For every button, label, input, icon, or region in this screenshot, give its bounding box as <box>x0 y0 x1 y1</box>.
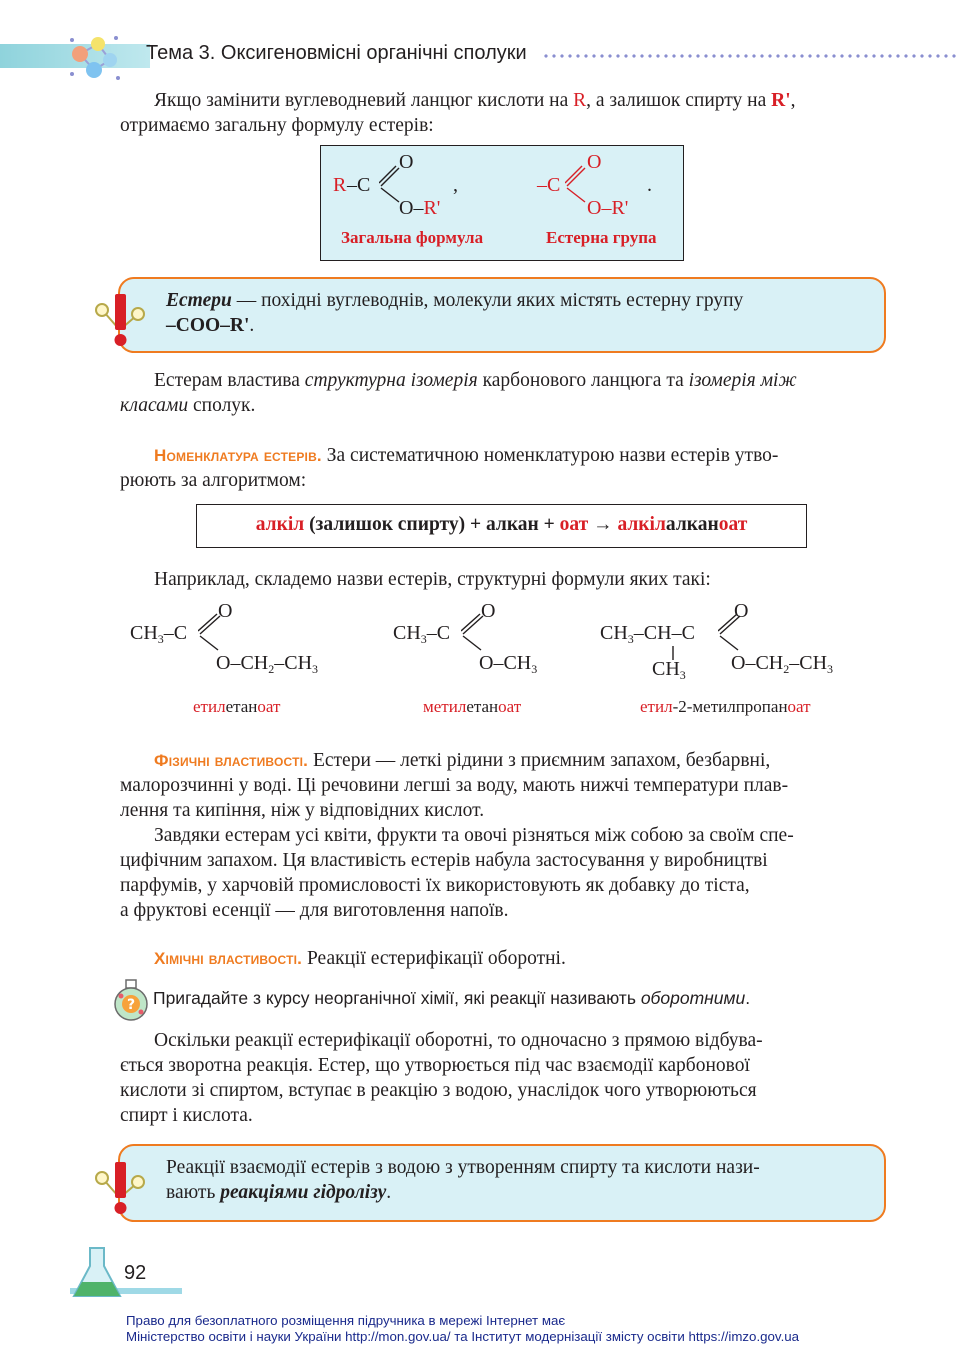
isomerism-text: Естерам властива <box>154 370 305 391</box>
example-name-black: етан <box>466 697 499 716</box>
nomenclature-text: За систематичною номенклатурою назви естерів утво- <box>321 445 779 466</box>
ester-o-bottom: O–R' <box>587 197 629 219</box>
algorithm-alkyl: алкіл <box>255 514 305 535</box>
ester-dot: . <box>647 174 652 196</box>
physical-text: малорозчинні у воді. Ці речовини легші за воду, мають нижчі температури плав- <box>120 775 789 796</box>
structure-text: $CH_3-CH-C$ <box>600 622 695 646</box>
general-comma: , <box>453 174 458 196</box>
definition-hydrolysis-text: вають <box>166 1182 221 1203</box>
intro-r-prime: R' <box>771 90 791 111</box>
example-name-red: метил <box>423 697 467 716</box>
intro-text: , <box>790 90 796 111</box>
structure-text: O <box>481 600 496 622</box>
reversible-paragraph <box>120 1028 886 1128</box>
ester-bonds <box>565 162 589 204</box>
ester-dash-c: –C <box>537 174 561 196</box>
chemical-properties <box>154 946 566 971</box>
general-o-top: O <box>399 151 414 173</box>
intro-text: , а залишок спирту на <box>586 90 772 111</box>
reminder-italic: оборотними <box>640 988 746 1008</box>
isomerism-italic: структурна ізомерія <box>304 370 478 391</box>
example-name-red: оат <box>257 697 281 716</box>
physical-text: цифічним запахом. Ця властивість естерів набула застосування у виробництві <box>120 850 768 871</box>
definition-ester <box>166 288 878 338</box>
chemical-heading: Хімічні властивості. <box>154 949 303 968</box>
physical-text: лення та кипіння, ніж у відповідних кислот. <box>120 800 485 821</box>
example-name-3 <box>640 697 811 717</box>
header-dotted-line <box>542 54 960 58</box>
example-intro: Наприклад, складемо назви естерів, структурні формули яких такі: <box>154 569 711 590</box>
example-name-1 <box>193 697 280 717</box>
algorithm-oat: оат <box>559 514 589 535</box>
definition-hydrolysis <box>166 1155 856 1205</box>
example-name-black: -2-метилпропан <box>672 697 788 716</box>
reminder-end: . <box>745 988 751 1008</box>
algorithm-result-oat: оат <box>718 514 748 535</box>
intro-paragraph <box>120 88 886 138</box>
chemical-text: Реакції естерифікації оборотні. <box>302 948 566 969</box>
structure-text: $O-CH_2-CH_3$ <box>216 652 319 676</box>
question-flask-icon <box>110 978 152 1022</box>
definition-group: –COO–R' <box>166 315 250 336</box>
footer-line-1: Право для безоплатного розміщення підручника в мережі Інтернет має <box>126 1313 566 1328</box>
isomerism-text: сполук. <box>188 395 256 416</box>
ester-o-top: O <box>587 151 602 173</box>
definition-hydrolysis-text: Реакції взаємодії естерів з водою з утворенням спирту та кислоти нази- <box>166 1157 760 1178</box>
nomenclature-heading: Номенклатура естерів. <box>154 446 322 465</box>
intro-line2: отримаємо загальну формулу естерів: <box>120 115 434 136</box>
structure-text: $CH_3-C$ <box>393 622 451 646</box>
isomerism-paragraph <box>120 368 886 418</box>
isomerism-italic: класами <box>120 395 189 416</box>
example-name-red: оат <box>498 697 522 716</box>
footer-line-2: Міністерство освіти і науки України http://mon.gov.ua/ та Інститут модернізації змісту освіти https://imzo.gov.ua <box>126 1329 800 1344</box>
structure-ethyl-2-methylpropanoate <box>600 600 880 690</box>
algorithm-arrow: → <box>588 514 618 535</box>
intro-text: Якщо замінити вуглеводневий ланцюг кислоти на <box>154 90 574 111</box>
structure-ethyl-ethanoate <box>130 600 370 680</box>
header-title: Тема 3. Оксигеновмісні органічні сполуки <box>146 42 527 64</box>
general-dash-c: –C <box>347 174 371 196</box>
page-number: 92 <box>124 1262 147 1284</box>
general-o-bottom: O–R' <box>399 197 441 219</box>
structure-text: $O-CH_2-CH_3$ <box>731 652 834 676</box>
isomerism-text: карбонового ланцюга та <box>477 370 689 391</box>
algorithm-text <box>197 514 806 536</box>
isomerism-italic: ізомерія між <box>688 370 797 391</box>
example-name-black: етан <box>225 697 258 716</box>
physical-text: парфумів, у харчовій промисловості їх використовують як добавку до тіста, <box>120 875 750 896</box>
example-name-red: етил <box>193 697 226 716</box>
ester-caption: Естерна група <box>546 228 657 247</box>
formula-box <box>320 145 684 261</box>
structure-text: $CH_3$ <box>652 658 686 682</box>
structure-methyl-ethanoate <box>393 600 573 680</box>
physical-text: Завдяки естерам усі квіти, фрукти та овочі різняться між собою за своїм спе- <box>154 825 794 846</box>
reversible-text: ється зворотна реакція. Естер, що утворюється під час взаємодії карбонової <box>120 1055 750 1076</box>
physical-properties-paragraph <box>120 748 886 923</box>
nomenclature-paragraph <box>120 443 886 493</box>
physical-text: а фруктові есенції — для виготовлення напоїв. <box>120 900 509 921</box>
definition-term: Естери <box>166 290 232 311</box>
reversible-text: кислоти зі спиртом, вступає в реакцію з водою, унаслідок чого утворюються <box>120 1080 757 1101</box>
example-name-2 <box>423 697 521 717</box>
physical-text: Естери — леткі рідини з приємним запахом, безбарвні, <box>308 750 771 771</box>
reminder-body: Пригадайте з курсу неорганічної хімії, які реакції називають <box>153 988 641 1008</box>
definition-hydrolysis-end: . <box>386 1182 392 1203</box>
intro-r: R <box>573 90 587 111</box>
reminder-text <box>153 988 750 1009</box>
reversible-text: Оскільки реакції естерифікації оборотні, то одночасно з прямою відбува- <box>154 1030 763 1051</box>
algorithm-mid: (залишок спирту) + алкан + <box>304 514 560 535</box>
nomenclature-text: рюють за алгоритмом: <box>120 470 307 491</box>
structure-text: O <box>218 600 233 622</box>
exclamation-icon <box>92 290 148 348</box>
structure-text: O <box>734 600 749 622</box>
definition-text: — похідні вуглеводнів, молекули яких містять естерну групу <box>231 290 744 311</box>
general-caption: Загальна формула <box>341 228 484 247</box>
structure-text: $O-CH_3$ <box>479 652 538 676</box>
algorithm-box <box>196 504 807 548</box>
svg-text:?: ? <box>126 997 136 1013</box>
definition-hydrolysis-term: реакціями гідролізу <box>220 1182 387 1203</box>
structure-text: $CH_3-C$ <box>130 622 188 646</box>
definition-end: . <box>249 315 255 336</box>
algorithm-result-alkyl: алкіл <box>617 514 666 535</box>
header-molecule-icon <box>64 30 124 84</box>
algorithm-result-alkan: алкан <box>665 514 719 535</box>
general-r: R <box>333 174 347 196</box>
exclamation-icon <box>92 1158 148 1216</box>
example-name-red: етил <box>640 697 673 716</box>
reversible-text: спирт і кислота. <box>120 1105 253 1126</box>
physical-heading: Фізичні властивості. <box>154 751 309 770</box>
example-name-red: оат <box>787 697 811 716</box>
